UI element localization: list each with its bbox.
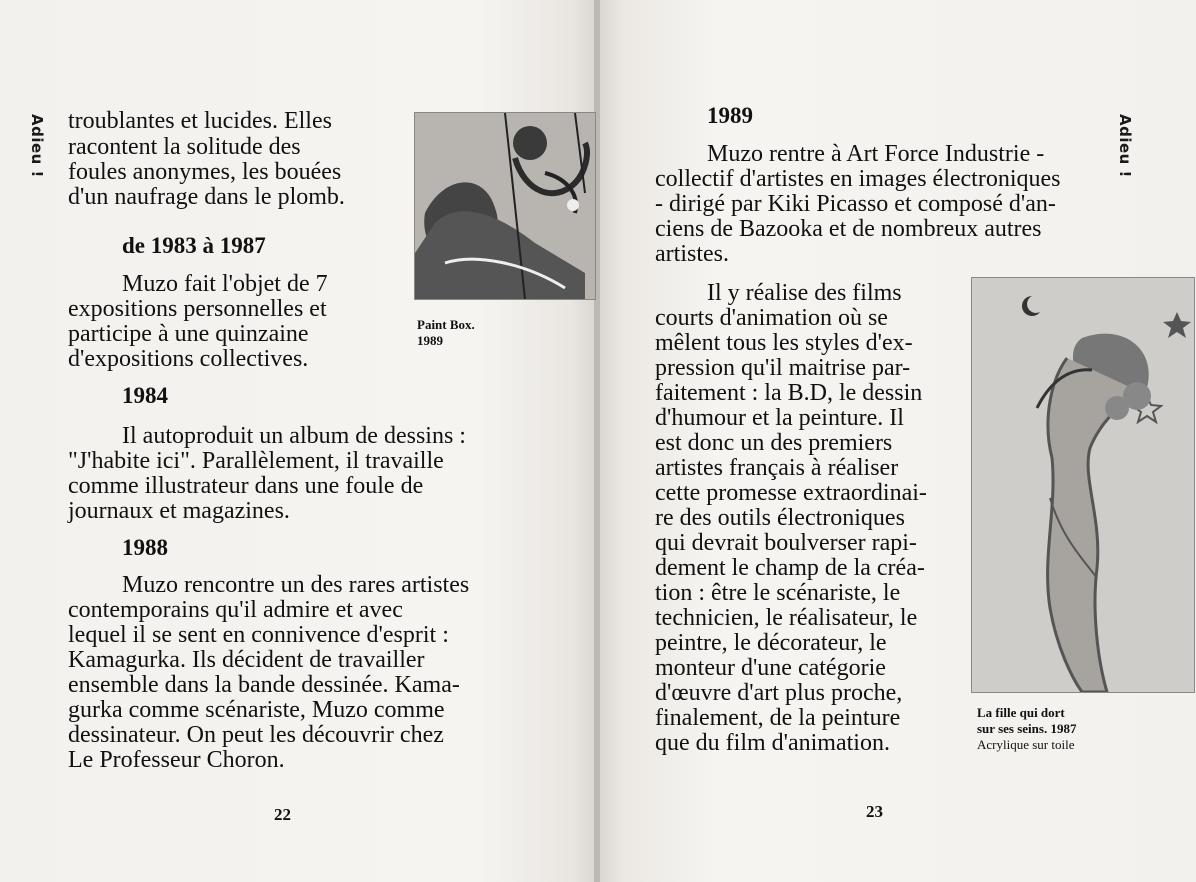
text-line: lequel il se sent en connivence d'esprit :	[68, 622, 449, 648]
text-line: que du film d'animation.	[655, 730, 890, 756]
heading-1989: 1989	[707, 103, 753, 128]
text-line: dement le champ de la créa-	[655, 555, 925, 581]
text-line: pression qu'il maitrise par-	[655, 355, 911, 381]
text-line: comme illustrateur dans une foule de	[68, 473, 424, 499]
text-line: cette promesse extraordinai-	[655, 480, 927, 506]
text-line: contemporains qu'il admire et avec	[68, 597, 403, 623]
text-line: "J'habite ici". Parallèlement, il travaille	[68, 448, 444, 474]
text-line: Kamagurka. Ils décident de travailler	[68, 647, 425, 673]
right-running-head: Adieu !	[1116, 114, 1134, 178]
caption-title: Paint Box.	[417, 317, 475, 332]
text-line: ensemble dans la bande dessinée. Kama-	[68, 672, 460, 698]
text-line: peintre, le décorateur, le	[655, 630, 887, 656]
text-line: Le Professeur Choron.	[68, 747, 285, 773]
text-line: collectif d'artistes en images électroniques	[655, 166, 1061, 192]
page-number-left: 22	[274, 805, 291, 824]
text-line: finalement, de la peinture	[655, 705, 901, 731]
text-line: d'œuvre d'art plus proche,	[655, 680, 903, 706]
text-line: Muzo rentre à Art Force Industrie -	[707, 141, 1045, 167]
text-line: technicien, le réalisateur, le	[655, 605, 918, 631]
paint-box-illustration	[415, 113, 595, 299]
text-line: expositions personnelles et	[68, 296, 327, 322]
text-line: d'humour et la peinture. Il	[655, 405, 904, 431]
text-line: participe à une quinzaine	[68, 321, 309, 347]
text-line: foules anonymes, les bouées	[68, 159, 342, 185]
caption-year: 1989	[417, 333, 443, 348]
text-line: artistes.	[655, 241, 729, 267]
figure-caption-left	[417, 317, 475, 349]
figure-caption-right	[977, 705, 1076, 753]
page-number-right: 23	[866, 802, 883, 821]
text-line: re des outils électroniques	[655, 505, 905, 531]
text-line: Muzo rencontre un des rares artistes	[122, 572, 470, 598]
text-line: est donc un des premiers	[655, 430, 893, 456]
text-line: courts d'animation où se	[655, 305, 888, 331]
text-line: gurka comme scénariste, Muzo comme	[68, 697, 445, 723]
heading-1984: 1984	[122, 383, 168, 408]
text-line: d'un naufrage dans le plomb.	[68, 184, 345, 210]
caption-title: La fille qui dort	[977, 705, 1065, 720]
text-line: - dirigé par Kiki Picasso et composé d'an-	[655, 191, 1056, 217]
text-line: racontent la solitude des	[68, 134, 301, 160]
text-line: ciens de Bazooka et de nombreux autres	[655, 216, 1042, 242]
figure-la-fille-qui-dort	[971, 277, 1195, 693]
text-line: Muzo fait l'objet de 7	[122, 271, 328, 297]
caption-year: sur ses seins. 1987	[977, 721, 1077, 736]
heading-1983-1987: de 1983 à 1987	[122, 233, 266, 258]
text-line: troublantes et lucides. Elles	[68, 108, 332, 134]
text-line: mêlent tous les styles d'ex-	[655, 330, 913, 356]
text-line: tion : être le scénariste, le	[655, 580, 901, 606]
left-running-head: Adieu !	[28, 114, 46, 178]
heading-1988: 1988	[122, 535, 168, 560]
text-line: d'expositions collectives.	[68, 346, 309, 372]
figure-paint-box	[414, 112, 596, 300]
text-line: qui devrait boulverser rapi-	[655, 530, 917, 556]
caption-medium: Acrylique sur toile	[977, 737, 1075, 752]
sleeping-girl-illustration	[972, 278, 1194, 692]
text-line: dessinateur. On peut les découvrir chez	[68, 722, 444, 748]
text-line: faitement : la B.D, le dessin	[655, 380, 923, 406]
text-line: journaux et magazines.	[68, 498, 290, 524]
text-line: monteur d'une catégorie	[655, 655, 886, 681]
text-line: artistes français à réaliser	[655, 455, 899, 481]
text-line: Il autoproduit un album de dessins :	[122, 423, 466, 449]
text-line: Il y réalise des films	[707, 280, 902, 306]
